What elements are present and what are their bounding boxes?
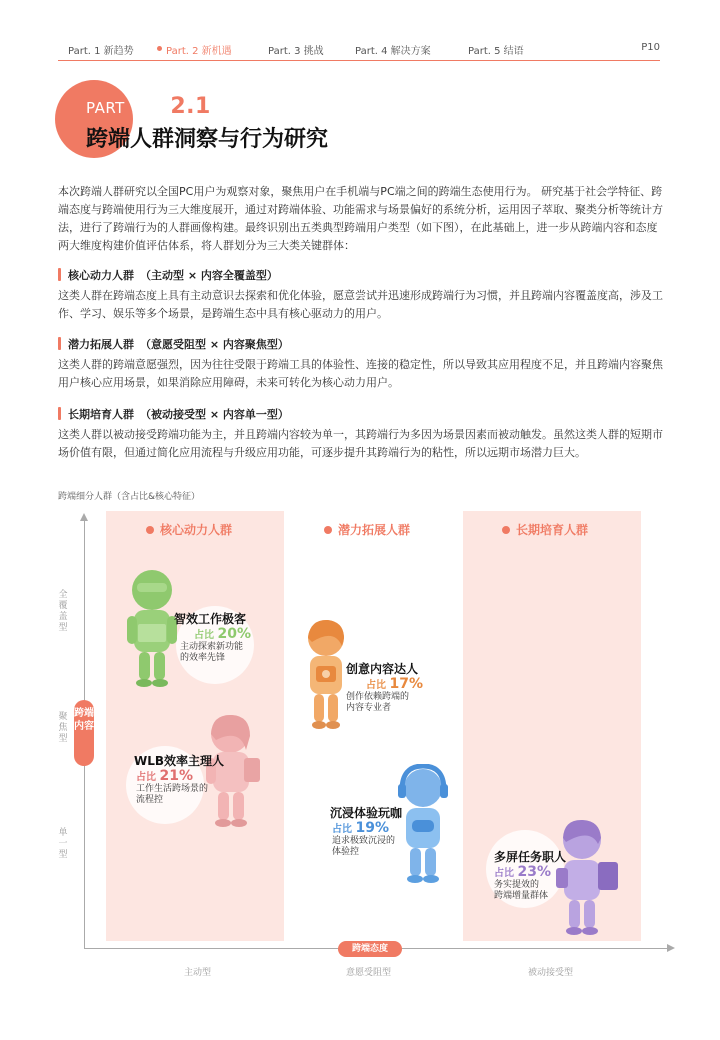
section-number: 2.1: [170, 94, 211, 119]
persona-share: [194, 626, 251, 642]
persona-share: [366, 676, 423, 692]
nav-item-part3[interactable]: Part. 3 挑战: [268, 46, 324, 57]
group-name: 潜力拓展人群: [68, 338, 134, 351]
page-number: P10: [641, 42, 660, 53]
persona-share: [332, 820, 389, 836]
group-tag: （主动型 × 内容全覆盖型）: [140, 269, 278, 282]
nav-item-part5[interactable]: Part. 5 结语: [468, 46, 524, 57]
x-level-passive: 被动接受型: [528, 968, 574, 978]
y-level-full: 全覆盖型: [58, 590, 68, 633]
column-heading-potential: 潜力拓展人群: [324, 521, 410, 538]
share-value: 21%: [159, 768, 193, 784]
share-prefix: 占比: [136, 772, 156, 783]
y-axis-arrow-icon: [80, 513, 88, 521]
persona-desc: 创作依赖跨端的 内容专业者: [346, 692, 410, 713]
group-heading-longterm: [58, 406, 289, 422]
part-word: TWO: [130, 101, 166, 117]
persona-share: [136, 768, 193, 784]
column-heading-longterm: 长期培育人群: [502, 521, 588, 538]
group-name: 长期培育人群: [68, 408, 134, 421]
persona-desc: 工作生活跨场景的 流程控: [136, 784, 209, 805]
share-value: 23%: [517, 864, 551, 880]
share-value: 19%: [355, 820, 389, 836]
share-prefix: 占比: [332, 824, 352, 835]
y-level-single: 单一型: [58, 828, 68, 860]
nav-divider: [58, 60, 660, 61]
pink-figure-icon: [200, 710, 264, 832]
group-tag: （意愿受阻型 × 内容聚焦型）: [140, 338, 289, 351]
x-level-active: 主动型: [184, 968, 212, 978]
share-prefix: 占比: [194, 630, 214, 641]
nav-item-part1[interactable]: Part. 1 新趋势: [68, 46, 134, 57]
share-value: 20%: [217, 626, 251, 642]
share-prefix: 占比: [366, 680, 386, 691]
part-prefix: PART: [86, 99, 125, 117]
green-figure-icon: [122, 566, 182, 690]
persona-name: 多屏任务职人: [494, 850, 567, 864]
page-title: 跨端人群洞察与行为研究: [86, 127, 329, 152]
x-axis-label: 跨端态度: [338, 941, 402, 957]
top-navigation: [58, 40, 660, 60]
persona-desc: 务实提效的 跨端增量群体: [494, 880, 549, 901]
x-axis-arrow-icon: [667, 944, 675, 952]
y-level-focus: 聚焦型: [58, 712, 68, 744]
group-heading-potential: [58, 336, 289, 352]
group-tag: （被动接受型 × 内容单一型）: [140, 408, 289, 421]
purple-figure-icon: [552, 816, 622, 938]
nav-item-part2[interactable]: Part. 2 新机遇: [166, 42, 232, 57]
column-heading-core: 核心动力人群: [146, 521, 232, 538]
section-part-label: [86, 94, 211, 119]
group-name: 核心动力人群: [68, 269, 134, 282]
blue-figure-icon: [394, 764, 452, 886]
group-heading-core: [58, 267, 278, 283]
y-axis-label: 跨端内容: [74, 700, 94, 766]
persona-desc: 追求极致沉浸的 体验控: [332, 836, 396, 857]
x-level-blocked: 意愿受阻型: [346, 968, 392, 978]
orange-figure-icon: [300, 616, 352, 734]
persona-name: WLB效率主理人: [134, 754, 225, 768]
persona-name: 沉浸体验玩咖: [330, 806, 403, 820]
group-text-potential: 这类人群的跨端意愿强烈，因为往往受限于跨端工具的体验性、连接的稳定性，所以导致其应用程度不足，并且跨端内容聚焦用户核心应用场景，如果消除应用障碍，未来可转化为核心动力用户。: [58, 358, 663, 389]
persona-name: 智效工作极客: [174, 612, 247, 626]
group-text-core: 这类人群在跨端态度上具有主动意识去探索和优化体验，愿意尝试并迅速形成跨端行为习惯，并且跨端内容覆盖度高，涉及工作、学习、娱乐等多个场景，是跨端生态中具有核心驱动力的用户。: [58, 289, 663, 320]
share-prefix: 占比: [494, 868, 514, 879]
persona-name: 创意内容达人: [346, 662, 419, 676]
persona-share: [494, 864, 551, 880]
persona-desc: 主动探索新功能 的效率先锋: [180, 642, 244, 663]
group-text-longterm: 这类人群以被动接受跨端功能为主，并且跨端内容较为单一，其跨端行为多因为场景因素而被动触发。虽然这类人群的短期市场价值有限，但通过简化应用流程与升级应用功能，可逐步提升其跨端行为的粘性，所以远期市场潜力巨大。: [58, 428, 663, 459]
intro-paragraph: 本次跨端人群研究以全国PC用户为观察对象，聚焦用户在手机端与PC端之间的跨端生态使用行为。 研究基于社会学特征、跨端态度与跨端使用行为三大维度展开，通过对跨端体验、功能需求与场景偏好的系统分析，运用因子萃取、聚类分析等统计方法，进行了跨端行为的人群画像构建。最终识别出五类典型跨端用户类型（如下图），在此基础上，进一步从跨端内容和态度两大维度构建价值评估体系，将人群划分为三大类关键群体：: [58, 185, 663, 252]
nav-item-part4[interactable]: Part. 4 解决方案: [355, 46, 431, 57]
share-value: 17%: [389, 676, 423, 692]
chart-title: 跨端细分人群（含占比&核心特征）: [58, 492, 201, 502]
